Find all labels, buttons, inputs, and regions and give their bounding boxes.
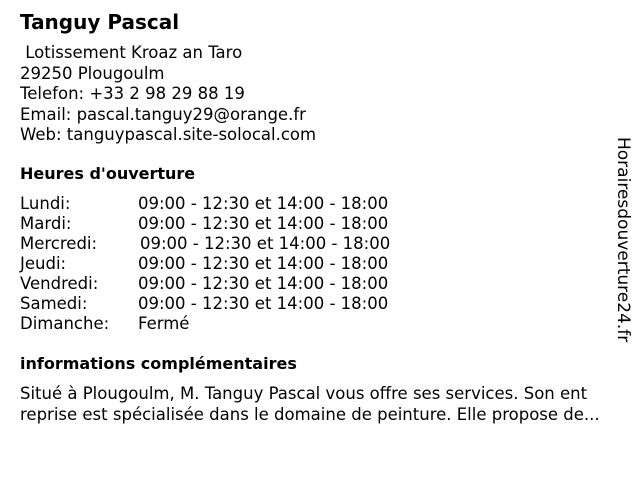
opening-hours-heading: Heures d'ouverture <box>20 164 196 183</box>
additional-info-text <box>20 384 632 425</box>
day-label: Jeudi: <box>20 254 67 273</box>
day-label: Vendredi: <box>20 274 99 293</box>
site-watermark: Horairesdouverture24.fr <box>613 137 633 343</box>
address-street: Lotissement Kroaz an Taro <box>20 43 243 62</box>
day-hours: 09:00 - 12:30 et 14:00 - 18:00 <box>138 274 389 293</box>
day-label: Samedi: <box>20 294 88 313</box>
day-label: Mercredi: <box>20 234 98 253</box>
email-line: Email: pascal.tanguy29@orange.fr <box>20 104 306 124</box>
day-hours: 09:00 - 12:30 et 14:00 - 18:00 <box>138 214 389 233</box>
day-hours: 09:00 - 12:30 et 14:00 - 18:00 <box>138 254 389 273</box>
address-city: 29250 Plougoulm <box>20 63 165 83</box>
day-label: Mardi: <box>20 214 72 233</box>
website-line: Web: tanguypascal.site-solocal.com <box>20 125 317 144</box>
additional-info-heading: informations complémentaires <box>20 354 297 373</box>
contact-block <box>20 43 316 146</box>
day-hours: 09:00 - 12:30 et 14:00 - 18:00 <box>138 294 389 313</box>
info-line: Situé à Plougoulm, M. Tanguy Pascal vous offre ses services. Son ent <box>20 384 588 403</box>
day-hours: 09:00 - 12:30 et 14:00 - 18:00 <box>140 234 391 253</box>
day-hours: 09:00 - 12:30 et 14:00 - 18:00 <box>138 194 389 213</box>
day-label: Lundi: <box>20 194 71 213</box>
info-line: reprise est spécialisée dans le domaine de peinture. Elle propose de... <box>20 404 600 424</box>
business-name: Tanguy Pascal <box>20 10 180 34</box>
phone-line: Telefon: +33 2 98 29 88 19 <box>20 84 245 103</box>
day-label: Dimanche: <box>20 314 110 333</box>
day-hours: Fermé <box>138 314 190 333</box>
